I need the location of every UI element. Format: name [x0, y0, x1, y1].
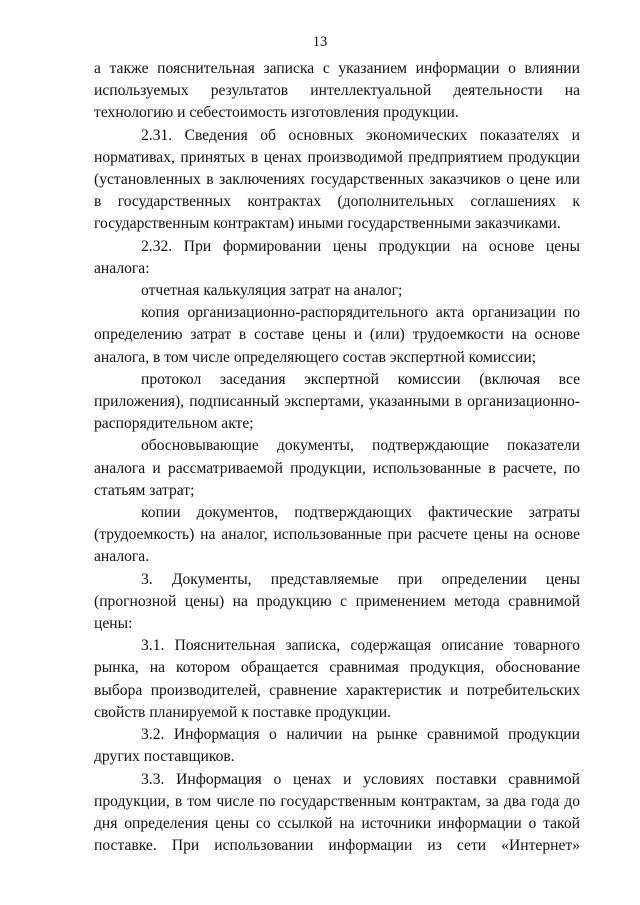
- paragraph-report-calculation: отчетная калькуляция затрат на аналог;: [141, 282, 403, 300]
- paragraph-2-31: 2.31. Сведения об основных экономических показателях и нормативах, принятых в ценах производимой предприятием продукции (установленных в заключениях государственных заказчиков о цене или в государственных контрактах (дополнительных соглашениях к государственным контрактам) иными государственными заказчиками.: [94, 126, 580, 233]
- paragraph-3-3: 3.3. Информация о ценах и условиях поставки сравнимой продукции, в том числе по государственным контрактам, за два года до дня определения цены со ссылкой на источники информации о такой поставке. При использовании информации из сети «Интернет»: [94, 770, 580, 855]
- paragraph-3-2: 3.2. Информация о наличии на рынке сравнимой продукции других поставщиков.: [94, 726, 580, 766]
- paragraph-continuation: а также пояснительная записка с указанием информации о влиянии используемых результатов интеллектуальной деятельности на технологию и себестоимость изготовления продукции.: [94, 60, 580, 122]
- paragraph-act-copy: копия организационно-распорядительного акта организации по определению затрат в составе цены и (или) трудоемкости на основе аналога, в том числе определяющего состав экспертной комиссии;: [94, 304, 580, 366]
- paragraph-2-32: 2.32. При формировании цены продукции на основе цены аналога:: [94, 237, 580, 277]
- paragraph-cost-documents: копии документов, подтверждающих фактические затраты (трудоемкость) на аналог, использованные при расчете цены на основе аналога.: [94, 504, 580, 566]
- paragraph-section-3: 3. Документы, представляемые при определении цены (прогнозной цены) на продукцию с применением метода сравнимой цены:: [94, 570, 580, 633]
- paragraph-supporting-documents: обосновывающие документы, подтверждающие показатели аналога и рассматриваемой продукции, использованные в расчете, по статьям затрат;: [94, 437, 580, 499]
- paragraph-3-1: 3.1. Пояснительная записка, содержащая описание товарного рынка, на котором обращается сравнимая продукция, обоснование выбора производителей, сравнение характеристик и потребительских свойств планируемой к поставке продукции.: [94, 637, 580, 721]
- document-body: [94, 58, 580, 857]
- page-number: 13: [312, 34, 328, 50]
- paragraph-protocol: протокол заседания экспертной комиссии (включая все приложения), подписанный экспертами, указанными в организационно-распорядительном акте;: [94, 370, 580, 433]
